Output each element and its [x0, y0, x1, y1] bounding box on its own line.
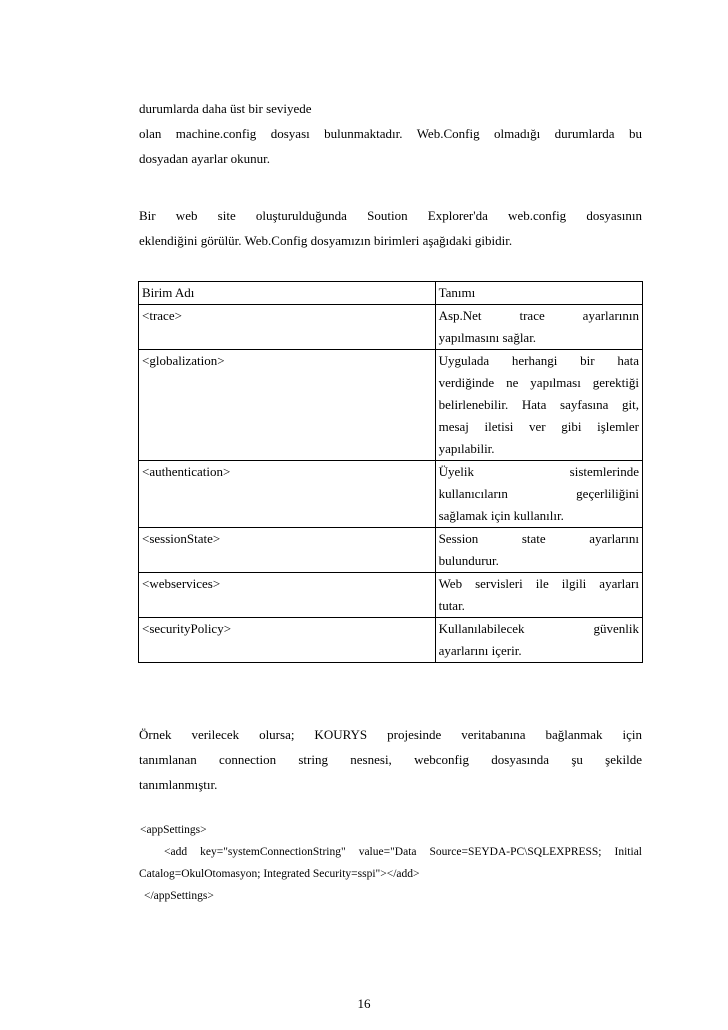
unit-desc-cell [435, 461, 642, 528]
table-row [139, 618, 643, 663]
desc-line: tutar. [438, 598, 465, 613]
table-row [139, 461, 643, 528]
desc-line: ayarlarını içerir. [438, 643, 522, 658]
code-line: <add key="systemConnectionString" value="Data Source=SEYDA-PC\SQLEXPRESS; Initial [164, 846, 642, 858]
desc-line: Session state ayarlarını [438, 531, 639, 546]
paragraph-line: tanımlanan connection string nesnesi, webconfig dosyasında şu şekilde [139, 752, 642, 767]
desc-line: Uygulada herhangi bir hata [438, 353, 639, 368]
unit-name-cell: <trace> [139, 305, 436, 350]
desc-line: yapılabilir. [438, 441, 495, 456]
table-row [139, 528, 643, 573]
unit-name-cell: <authentication> [139, 461, 436, 528]
config-units-table [138, 281, 643, 663]
intro-line: olan machine.config dosyası bulunmaktadır. Web.Config olmadığı durumlarda bu [139, 126, 642, 141]
header-unit-name: Birim Adı [139, 282, 436, 305]
desc-line: mesaj iletisi ver gibi işlemler [438, 419, 639, 434]
unit-name-cell: <globalization> [139, 350, 436, 461]
desc-line: verdiğinde ne yapılması gerektiği [438, 375, 639, 390]
example-paragraph [139, 722, 642, 797]
code-line: <appSettings> [140, 824, 207, 836]
desc-line: Üyelik sistemlerinde [438, 464, 639, 479]
web-config-paragraph [139, 203, 642, 253]
intro-paragraph [139, 96, 642, 171]
unit-desc-cell [435, 350, 642, 461]
desc-line: yapılmasını sağlar. [438, 330, 537, 345]
unit-desc-cell [435, 528, 642, 573]
unit-desc-cell [435, 618, 642, 663]
paragraph-line: Bir web site oluşturulduğunda Soution Explorer'da web.config dosyasının [139, 208, 642, 223]
unit-desc-cell [435, 573, 642, 618]
desc-line: kullanıcıların geçerliliğini [438, 486, 639, 501]
config-code-block [139, 819, 642, 907]
table-row [139, 350, 643, 461]
page-number: 16 [357, 996, 371, 1011]
desc-line: Web servisleri ile ilgili ayarları [438, 576, 639, 591]
desc-line: sağlamak için kullanılır. [438, 508, 564, 523]
header-definition: Tanımı [435, 282, 642, 305]
desc-line: Asp.Net trace ayarlarının [438, 308, 639, 323]
intro-line: durumlarda daha üst bir seviyede [139, 101, 312, 116]
code-line: </appSettings> [144, 890, 214, 902]
desc-line: Kullanılabilecek güvenlik [438, 621, 639, 636]
unit-name-cell: <sessionState> [139, 528, 436, 573]
paragraph-line: eklendiğini görülür. Web.Config dosyamızın birimleri aşağıdaki gibidir. [139, 233, 513, 248]
code-line: Catalog=OkulOtomasyon; Integrated Security=sspi"></add> [139, 868, 420, 880]
table-row [139, 573, 643, 618]
desc-line: belirlenebilir. Hata sayfasına git, [438, 397, 639, 412]
intro-line: dosyadan ayarlar okunur. [139, 151, 271, 166]
unit-desc-cell [435, 305, 642, 350]
desc-line: bulundurur. [438, 553, 499, 568]
unit-name-cell: <securityPolicy> [139, 618, 436, 663]
table-header-row [139, 282, 643, 305]
paragraph-line: tanımlanmıştır. [139, 777, 218, 792]
paragraph-line: Örnek verilecek olursa; KOURYS projesinde veritabanına bağlanmak için [139, 727, 642, 742]
unit-name-cell: <webservices> [139, 573, 436, 618]
table-row [139, 305, 643, 350]
